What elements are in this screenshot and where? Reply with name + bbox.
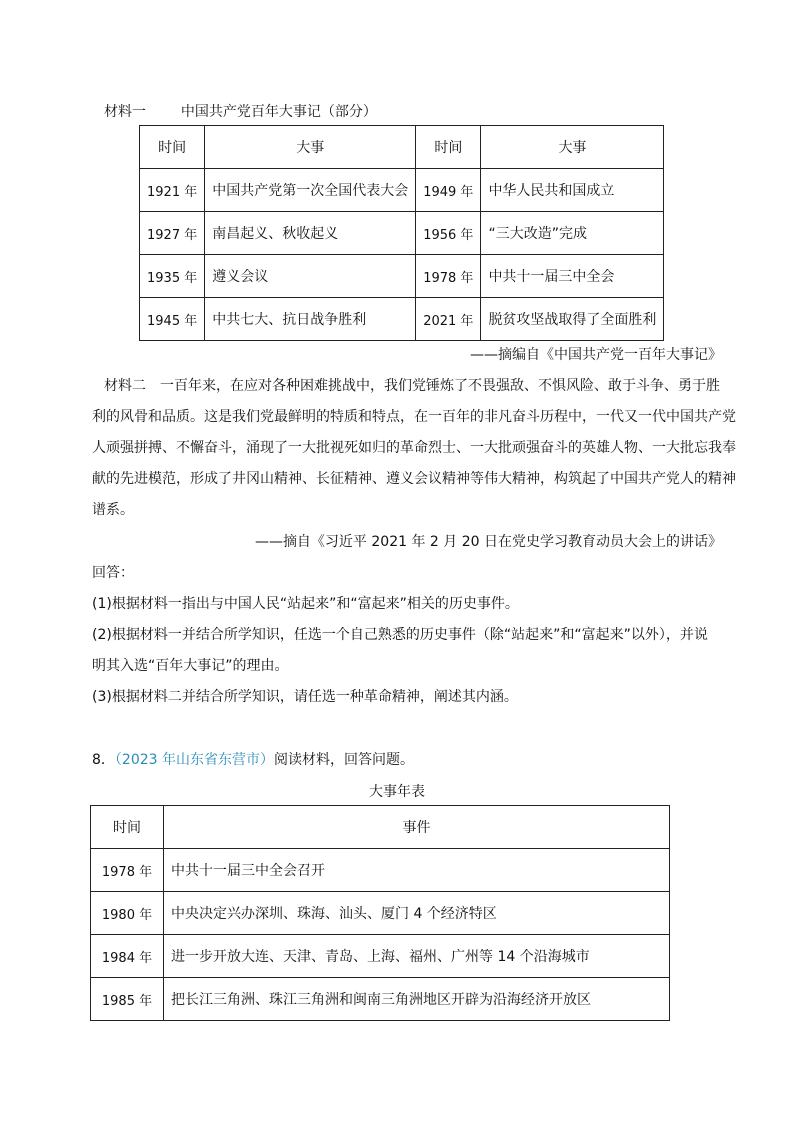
table-cell: 中共七大、抗日战争胜利 xyxy=(205,298,416,341)
material1-heading xyxy=(104,101,377,121)
table-cell: 1978 年 xyxy=(416,255,481,298)
table-cell: 中央决定兴办深圳、珠海、汕头、厦门 4 个经济特区 xyxy=(164,892,670,935)
table-cell: 2021 年 xyxy=(416,298,481,341)
material2-line: 材料二 一百年来，在应对各种困难挑战中，我们党锤炼了不畏强敌、不惧风险、敢于斗争、勇于胜 xyxy=(104,378,720,394)
material1-title: 中国共产党百年大事记（部分） xyxy=(180,104,377,120)
material2-line: 人顽强拼搏、不懈奋斗，涌现了一大批视死如归的革命烈士、一大批顽强奋斗的英雄人物、一大批忘我奉 xyxy=(92,440,736,456)
table-cell: 南昌起义、秋收起义 xyxy=(205,212,416,255)
question-2-line2: 明其入选“百年大事记”的理由。 xyxy=(92,658,289,674)
table-header-row xyxy=(91,806,670,849)
table-cell: “三大改造”完成 xyxy=(481,212,664,255)
question-1: (1)根据材料一指出与中国人民“站起来”和“富起来”相关的历史事件。 xyxy=(92,596,519,612)
table-cell: 1935 年 xyxy=(140,255,205,298)
material2-line: 献的先进模范，形成了井冈山精神、长征精神、遵义会议精神等伟大精神，构筑起了中国共产党人的精神 xyxy=(92,471,736,487)
chronology-table xyxy=(90,805,670,1021)
question-8-header xyxy=(92,750,722,770)
table-header: 时间 xyxy=(416,126,481,169)
table-cell: 1956 年 xyxy=(416,212,481,255)
table-cell: 1985 年 xyxy=(91,978,164,1021)
question-source-tag: （2023 年山东省东营市） xyxy=(114,752,275,768)
material1-label: 材料一 xyxy=(104,104,146,120)
table-row xyxy=(91,849,670,892)
question-number: 8． xyxy=(92,752,115,768)
material2-line: 利的风骨和品质。这是我们党最鲜明的特质和特点，在一百年的非凡奋斗历程中，一代又一代中国共产党 xyxy=(92,409,736,425)
table-row xyxy=(91,978,670,1021)
material2-source: ——摘自《习近平 2021 年 2 月 20 日在党史学习教育动员大会上的讲话》 xyxy=(254,534,722,550)
table-cell: 1980 年 xyxy=(91,892,164,935)
question-2-line1: (2)根据材料一并结合所学知识，任选一个自己熟悉的历史事件（除“站起来”和“富起来”以外），并说 xyxy=(92,627,708,643)
material2-line: 谱系。 xyxy=(92,502,134,518)
table-cell: 中共十一届三中全会 xyxy=(481,255,664,298)
table-cell: 中共十一届三中全会召开 xyxy=(164,849,670,892)
table-header: 大事 xyxy=(481,126,664,169)
table-row xyxy=(140,298,664,341)
table-header: 事件 xyxy=(164,806,670,849)
table-row xyxy=(140,169,664,212)
answer-label: 回答： xyxy=(92,565,134,581)
table-row xyxy=(91,892,670,935)
table-cell: 进一步开放大连、天津、青岛、上海、福州、广州等 14 个沿海城市 xyxy=(164,935,670,978)
table-row xyxy=(91,935,670,978)
material1-source: ——摘编自《中国共产党一百年大事记》 xyxy=(470,347,722,363)
table-cell: 1984 年 xyxy=(91,935,164,978)
table-cell: 脱贫攻坚战取得了全面胜利 xyxy=(481,298,664,341)
table-cell: 1927 年 xyxy=(140,212,205,255)
centennial-events-table xyxy=(139,125,664,341)
table-row xyxy=(140,212,664,255)
table-cell: 1978 年 xyxy=(91,849,164,892)
table-header: 时间 xyxy=(91,806,164,849)
table-row xyxy=(140,255,664,298)
question-prompt: 阅读材料，回答问题。 xyxy=(274,752,415,768)
table-cell: 1921 年 xyxy=(140,169,205,212)
table-cell: 1949 年 xyxy=(416,169,481,212)
question-3: (3)根据材料二并结合所学知识，请任选一种革命精神，阐述其内涵。 xyxy=(92,689,518,705)
table-header-row xyxy=(140,126,664,169)
table-cell: 1945 年 xyxy=(140,298,205,341)
table-cell: 遵义会议 xyxy=(205,255,416,298)
table-header: 大事 xyxy=(205,126,416,169)
table-cell: 中国共产党第一次全国代表大会 xyxy=(205,169,416,212)
table-cell: 把长江三角洲、珠江三角洲和闽南三角洲地区开辟为沿海经济开放区 xyxy=(164,978,670,1021)
table-cell: 中华人民共和国成立 xyxy=(481,169,664,212)
table-title: 大事年表 xyxy=(369,784,425,800)
table-header: 时间 xyxy=(140,126,205,169)
